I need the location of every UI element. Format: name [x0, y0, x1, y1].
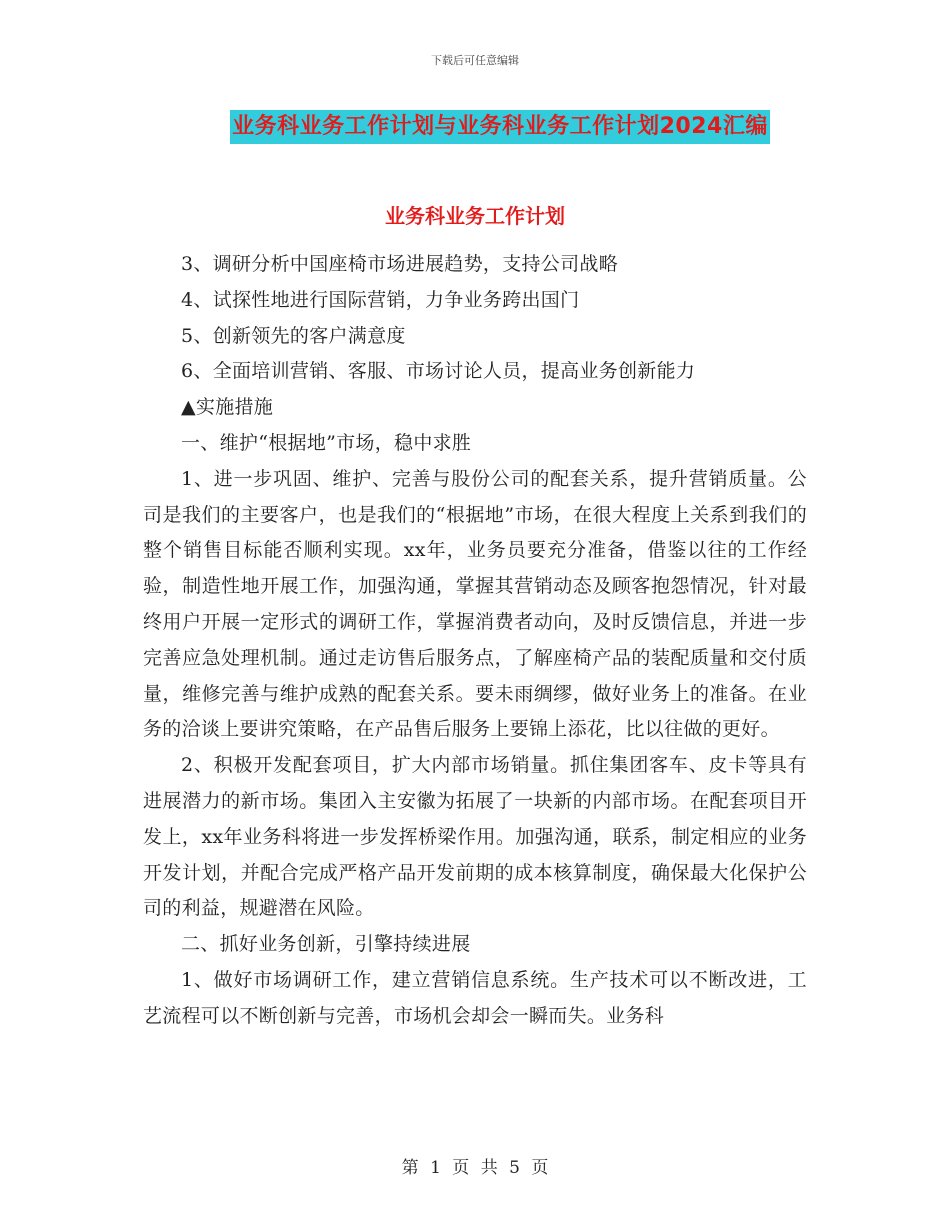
- section-title: 业务科业务工作计划: [385, 204, 565, 228]
- paragraph: 二、抓好业务创新，引擎持续进展: [181, 933, 471, 956]
- document-title: 业务科业务工作计划与业务科业务工作计划2024汇编: [230, 110, 770, 144]
- paragraph: 1、进一步巩固、维护、完善与股份公司的配套关系，提升营销质量。公司是我们的主要客户，也是我们的“根据地”市场，在很大程度上关系到我们的整个销售目标能否顺利实现。xx年，业务员要充分准备，借鉴以往的工作经验，制造性地开展工作，加强沟通，掌握其营销动态及顾客抱怨情况，针对最终用户开展一定形式的调研工作，掌握消费者动向，及时反馈信息，并进一步完善应急处理机制。通过走访售后服务点，了解座椅产品的装配质量和交付质量，维修完善与维护成熟的配套关系。要未雨绸缪，做好业务上的准备。在业务的洽谈上要讲究策略，在产品售后服务上要锦上添花，比以往做的更好。: [143, 467, 807, 741]
- paragraph: 1、做好市场调研工作，建立营销信息系统。生产技术可以不断改进，工艺流程可以不断创新与完善，市场机会却会一瞬而失。业务科: [143, 968, 807, 1027]
- paragraph: 4、试探性地进行国际营销，力争业务跨出国门: [181, 288, 580, 311]
- paragraph: 6、全面培训营销、客服、市场讨论人员，提高业务创新能力: [181, 360, 696, 383]
- header-note: 下载后可任意编辑: [431, 54, 519, 67]
- page-footer: 第 1 页 共 5 页: [401, 1158, 549, 1178]
- paragraph: ▲实施措施: [181, 396, 274, 419]
- document-title-wrapper: [0, 110, 950, 144]
- document-body: [143, 247, 807, 1035]
- paragraph: 2、积极开发配套项目，扩大内部市场销量。抓住集团客车、皮卡等具有进展潜力的新市场。集团入主安徽为拓展了一块新的内部市场。在配套项目开发上，xx年业务科将进一步发挥桥梁作用。加强沟通，联系，制定相应的业务开发计划，并配合完成严格产品开发前期的成本核算制度，确保最大化保护公司的利益，规避潜在风险。: [143, 754, 807, 920]
- paragraph: 一、维护“根据地”市场，稳中求胜: [181, 431, 472, 454]
- paragraph: 3、调研分析中国座椅市场进展趋势，支持公司战略: [181, 253, 618, 275]
- paragraph: 5、创新领先的客户满意度: [181, 324, 406, 347]
